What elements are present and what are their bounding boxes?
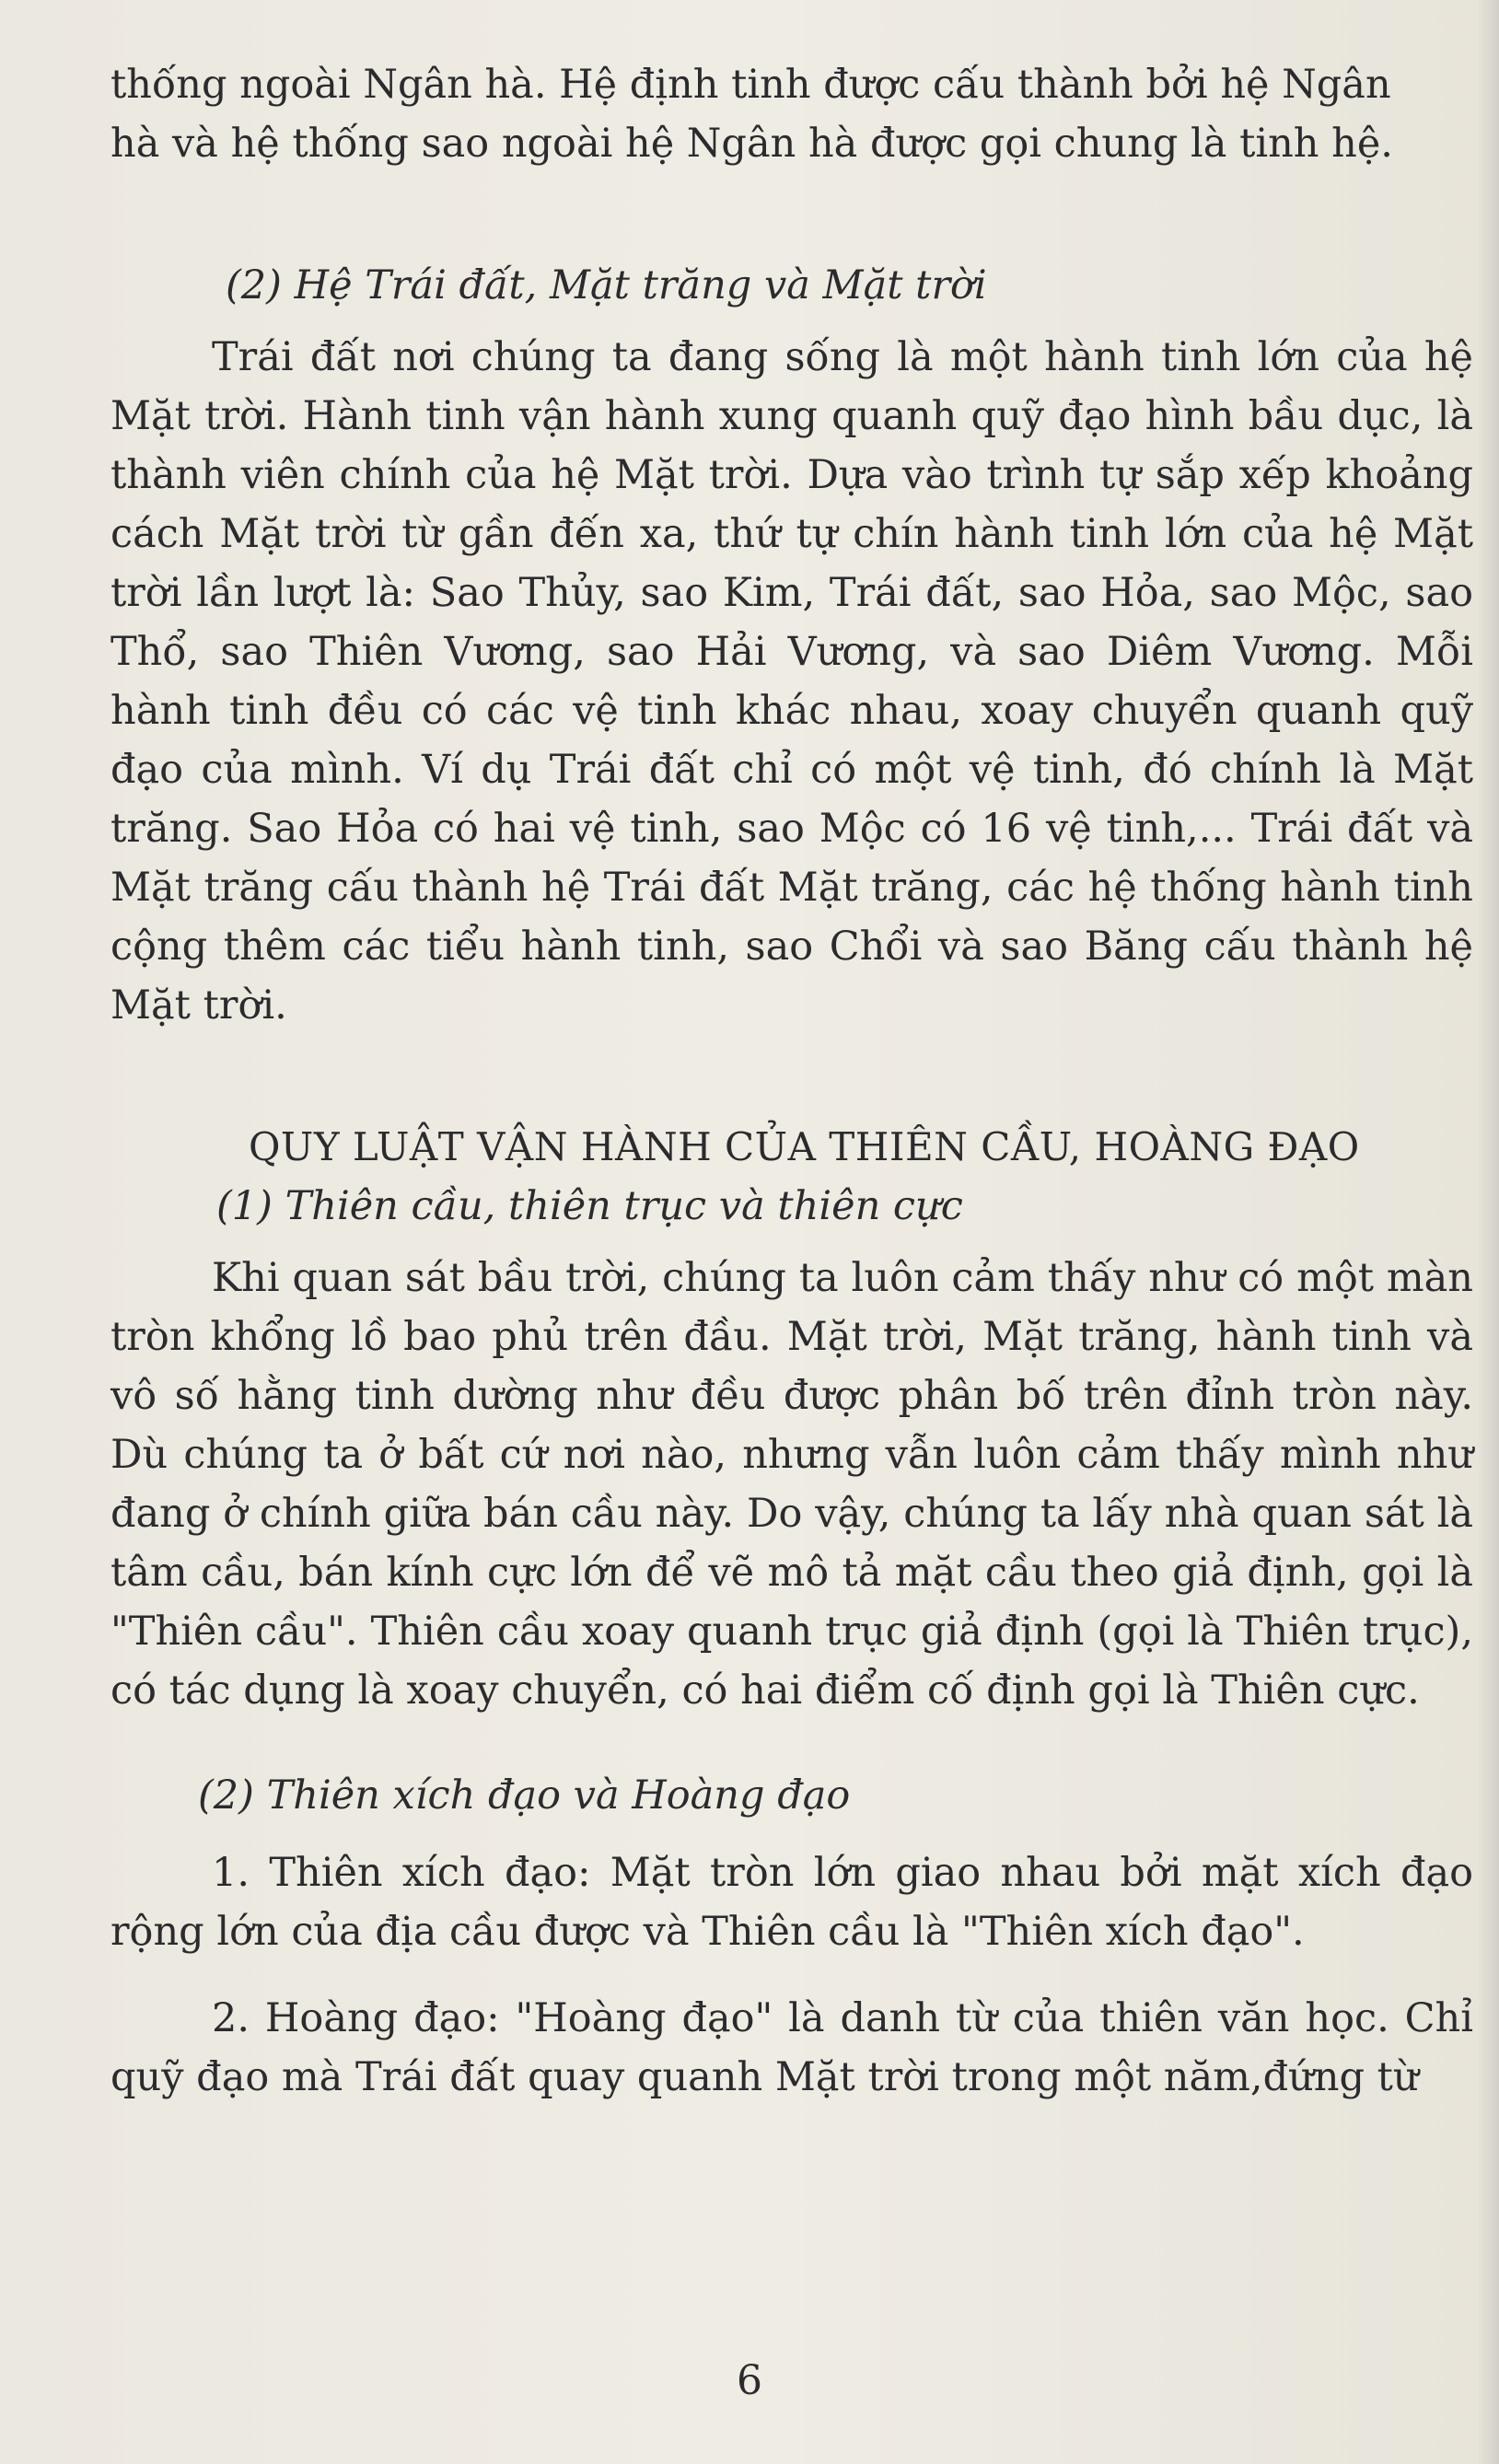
intro-line-1: thống ngoài Ngân hà. Hệ định tinh được cấu thành bởi hệ Ngân xyxy=(110,62,1391,108)
paragraph-celestial-sphere: Khi quan sát bầu trời, chúng ta luôn cảm thấy như có một màn tròn khổng lồ bao phủ trên đầu. Mặt trời, Mặt trăng, hành tinh và vô số hằng tinh dường như đều được phân bố trên đỉnh tròn này. Dù chúng ta ở bất cứ nơi nào, nhưng vẫn luôn cảm thấy mình như đang ở chính giữa bán cầu này. Do vậy, chúng ta lấy nhà quan sát là tâm cầu, bán kính cực lớn để vẽ mô tả mặt cầu theo giả định, gọi là "Thiên cầu". Thiên cầu xoay quanh trục giả định (gọi là Thiên trục), có tác dụng là xoay chuyển, có hai điểm cố định gọi là Thiên cực. xyxy=(110,1255,1473,1714)
page-spine-shadow xyxy=(1479,0,1499,2464)
paragraph-ecliptic: 2. Hoàng đạo: "Hoàng đạo" là danh từ của thiên văn học. Chỉ quỹ đạo mà Trái đất quay quanh Mặt trời trong một năm,đứng từ xyxy=(110,1995,1473,2100)
intro-line-2: hà và hệ thống sao ngoài hệ Ngân hà được gọi chung là tinh hệ. xyxy=(110,121,1393,167)
subhead-equator-ecliptic: (2) Thiên xích đạo và Hoàng đạo xyxy=(198,1772,851,1819)
subhead-celestial-sphere: (1) Thiên cầu, thiên trục và thiên cực xyxy=(216,1183,963,1229)
paragraph-celestial-equator: 1. Thiên xích đạo: Mặt tròn lớn giao nhau bởi mặt xích đạo rộng lớn của địa cầu được và Thiên cầu là "Thiên xích đạo". xyxy=(110,1850,1473,1955)
page-content xyxy=(110,55,1473,2107)
page-number: 6 xyxy=(737,2357,762,2404)
section-title: QUY LUẬT VẬN HÀNH CỦA THIÊN CẦU, HOÀNG ĐẠO xyxy=(249,1124,1360,1169)
paragraph-solar-system: Trái đất nơi chúng ta đang sống là một hành tinh lớn của hệ Mặt trời. Hành tinh vận hành xung quanh quỹ đạo hình bầu dục, là thành viên chính của hệ Mặt trời. Dựa vào trình tự sắp xếp khoảng cách Mặt trời từ gần đến xa, thứ tự chín hành tinh lớn của hệ Mặt trời lần lượt là: Sao Thủy, sao Kim, Trái đất, sao Hỏa, sao Mộc, sao Thổ, sao Thiên Vương, sao Hải Vương, và sao Diêm Vương. Mỗi hành tinh đều có các vệ tinh khác nhau, xoay chuyển quanh quỹ đạo của mình. Ví dụ Trái đất chỉ có một vệ tinh, đó chính là Mặt trăng. Sao Hỏa có hai vệ tinh, sao Mộc có 16 vệ tinh,... Trái đất và Mặt trăng cấu thành hệ Trái đất Mặt trăng, các hệ thống hành tinh cộng thêm các tiểu hành tinh, sao Chổi và sao Băng cấu thành hệ Mặt trời. xyxy=(110,334,1473,1029)
subhead-earth-moon-sun: (2) Hệ Trái đất, Mặt trăng và Mặt trời xyxy=(226,262,987,308)
